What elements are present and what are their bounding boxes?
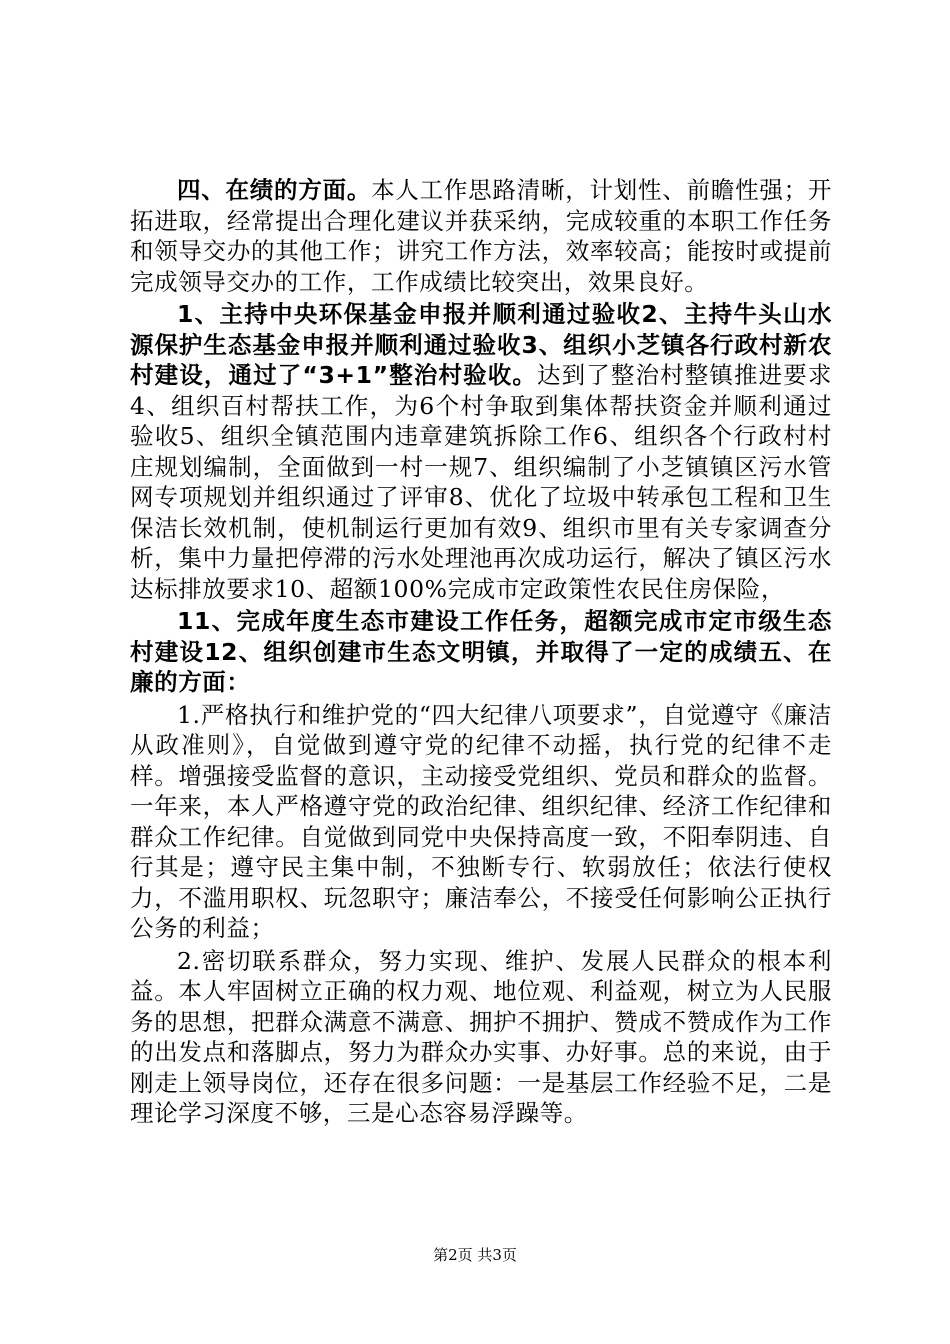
paragraph-heading: 11、完成年度生态市建设工作任务，超额完成市定市级生态村建设12、组织创建市生态文明镇，并取得了一定的成绩五、在廉的方面： <box>130 607 832 696</box>
paragraph-text: 达到了整治村整镇推进要求4、组织百村帮扶工作，为6个村争取到集体帮扶资金并顺利通过验收5、组织全镇范围内违章建筑拆除工作6、组织各个行政村村庄规划编制，全面做到一村一规7、组织编制了小芝镇镇区污水管网专项规划并组织通过了评审8、优化了垃圾中转承包工程和卫生保洁长效机制，使机制运行更加有效9、组织市里有关专家调查分析，集中力量把停滞的污水处理池再次成功运行，解决了镇区污水达标排放要求10、超额100%完成市定政策性农民住房保险， <box>130 361 832 603</box>
paragraph-heading: 1、主持中央环保基金申报并顺利通过验收2、主持牛头山水源保护生态基金申报并顺利通过验收3、组织小芝镇各行政村新农村建设，通过了“3+1”整治村验收。 <box>130 300 832 389</box>
paragraph-achievements <box>130 299 832 604</box>
paragraph-masses <box>130 946 832 1129</box>
document-body <box>130 175 832 1129</box>
paragraph-performance <box>130 175 832 297</box>
paragraph-discipline <box>130 700 832 944</box>
paragraph-text: 1.严格执行和维护党的“四大纪律八项要求”，自觉遵守《廉洁从政准则》，自觉做到遵守党的纪律不动摇，执行党的纪律不走样。增强接受监督的意识，主动接受党组织、党员和群众的监督。一年来，本人严格遵守党的政治纪律、组织纪律、经济工作纪律和群众工作纪律。自觉做到同党中央保持高度一致，不阳奉阴违、自行其是；遵守民主集中制，不独断专行、软弱放任；依法行使权力，不滥用职权、玩忽职守；廉洁奉公，不接受任何影响公正执行公务的利益； <box>130 700 832 942</box>
paragraph-ecology <box>130 606 832 698</box>
paragraph-text: 本人工作思路清晰，计划性、前瞻性强；开拓进取，经常提出合理化建议并获采纳，完成较重的本职工作任务和领导交办的其他工作；讲究工作方法，效率较高；能按时或提前完成领导交办的工作，工作成绩比较突出，效果良好。 <box>130 176 832 296</box>
page-number-footer: 第2页 共3页 <box>433 1246 517 1264</box>
paragraph-text: 2.密切联系群众，努力实现、维护、发展人民群众的根本利益。本人牢固树立正确的权力观、地位观、利益观，树立为人民服务的思想，把群众满意不满意、拥护不拥护、赞成不赞成作为工作的出发点和落脚点，努力为群众办实事、办好事。总的来说，由于刚走上领导岗位，还存在很多问题：一是基层工作经验不足，二是理论学习深度不够，三是心态容易浮躁等。 <box>130 946 832 1127</box>
paragraph-heading: 四、在绩的方面。 <box>177 176 372 204</box>
